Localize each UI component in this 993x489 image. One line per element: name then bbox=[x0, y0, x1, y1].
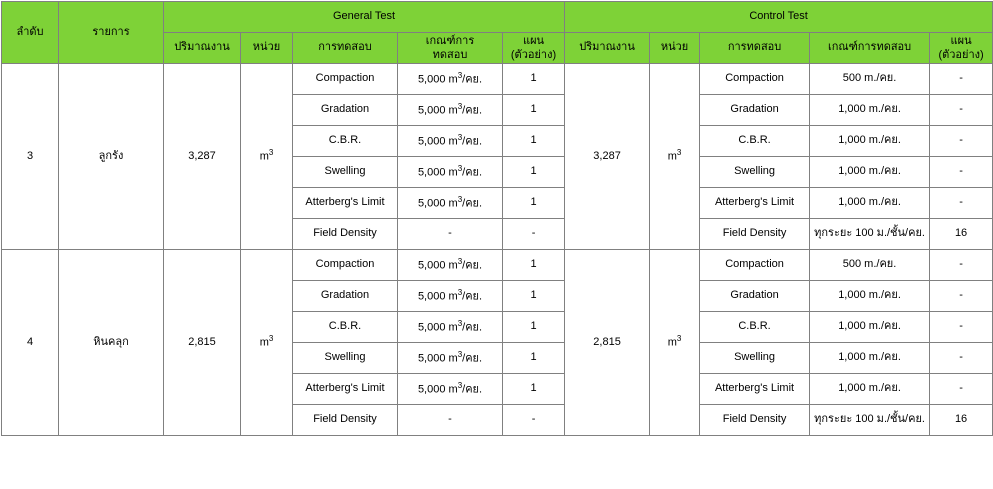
cell-test-general: Atterberg's Limit bbox=[293, 374, 398, 405]
column-header-item: รายการ bbox=[59, 2, 164, 64]
cell-plan-control: - bbox=[930, 157, 993, 188]
cell-criteria-general: - bbox=[398, 405, 503, 436]
cell-criteria-control: 1,000 m./คย. bbox=[810, 157, 930, 188]
cell-criteria-control: 500 m./คย. bbox=[810, 64, 930, 95]
cell-criteria-general: 5,000 $m^3/$คย. bbox=[398, 126, 503, 157]
cell-no: 3 bbox=[2, 64, 59, 250]
cell-plan-control: - bbox=[930, 312, 993, 343]
cell-test-general: Field Density bbox=[293, 219, 398, 250]
cell-plan-general: 1 bbox=[503, 312, 565, 343]
cell-criteria-control: 1,000 m./คย. bbox=[810, 126, 930, 157]
cell-criteria-general: 5,000 $m^3/$คย. bbox=[398, 64, 503, 95]
cell-test-control: Field Density bbox=[700, 219, 810, 250]
cell-unit-general: $m^3$ bbox=[241, 64, 293, 250]
table-group-header-row bbox=[2, 2, 993, 33]
cell-quantity-control: 2,815 bbox=[565, 250, 650, 436]
cell-plan-general: 1 bbox=[503, 281, 565, 312]
cell-test-control: Compaction bbox=[700, 250, 810, 281]
cell-criteria-general: 5,000 $m^3/$คย. bbox=[398, 374, 503, 405]
cell-criteria-control: 1,000 m./คย. bbox=[810, 95, 930, 126]
cell-criteria-control: 500 m./คย. bbox=[810, 250, 930, 281]
cell-test-general: C.B.R. bbox=[293, 126, 398, 157]
cell-unit-general: $m^3$ bbox=[241, 250, 293, 436]
cell-plan-general: 1 bbox=[503, 95, 565, 126]
cell-plan-general: 1 bbox=[503, 188, 565, 219]
plan-control-line2: (ตัวอย่าง) bbox=[938, 49, 984, 61]
plan-general-line1: แผน bbox=[522, 34, 545, 47]
cell-plan-control: - bbox=[930, 250, 993, 281]
column-header-test-general: การทดสอบ bbox=[293, 33, 398, 64]
criteria-general-line2: ทดสอบ bbox=[432, 49, 468, 61]
column-header-test-control: การทดสอบ bbox=[700, 33, 810, 64]
cell-plan-control: 16 bbox=[930, 405, 993, 436]
cell-criteria-control: 1,000 m./คย. bbox=[810, 312, 930, 343]
column-header-quantity-control: ปริมาณงาน bbox=[565, 33, 650, 64]
table-header bbox=[2, 2, 993, 64]
cell-unit-control: $m^3$ bbox=[650, 250, 700, 436]
column-header-unit-control: หน่วย bbox=[650, 33, 700, 64]
cell-test-control: Compaction bbox=[700, 64, 810, 95]
table-row bbox=[2, 250, 993, 281]
cell-test-control: Swelling bbox=[700, 343, 810, 374]
cell-plan-control: - bbox=[930, 374, 993, 405]
cell-test-control: C.B.R. bbox=[700, 126, 810, 157]
plan-control-line1: แผน bbox=[950, 34, 972, 47]
cell-item-name: หินคลุก bbox=[59, 250, 164, 436]
cell-test-general: Atterberg's Limit bbox=[293, 188, 398, 219]
column-header-plan-general bbox=[503, 33, 565, 64]
cell-criteria-general: 5,000 $m^3/$คย. bbox=[398, 343, 503, 374]
cell-criteria-general: 5,000 $m^3/$คย. bbox=[398, 281, 503, 312]
cell-plan-general: 1 bbox=[503, 250, 565, 281]
cell-test-control: Field Density bbox=[700, 405, 810, 436]
cell-test-general: Field Density bbox=[293, 405, 398, 436]
cell-quantity-control: 3,287 bbox=[565, 64, 650, 250]
cell-test-control: Atterberg's Limit bbox=[700, 374, 810, 405]
cell-quantity-general: 2,815 bbox=[164, 250, 241, 436]
cell-criteria-control: 1,000 m./คย. bbox=[810, 188, 930, 219]
cell-criteria-general: 5,000 $m^3/$คย. bbox=[398, 188, 503, 219]
cell-plan-control: - bbox=[930, 64, 993, 95]
cell-plan-general: 1 bbox=[503, 374, 565, 405]
column-header-criteria-general bbox=[398, 33, 503, 64]
cell-criteria-general: - bbox=[398, 219, 503, 250]
cell-plan-control: - bbox=[930, 281, 993, 312]
cell-plan-control: - bbox=[930, 188, 993, 219]
cell-plan-control: 16 bbox=[930, 219, 993, 250]
cell-criteria-general: 5,000 $m^3/$คย. bbox=[398, 312, 503, 343]
cell-plan-general: - bbox=[503, 219, 565, 250]
cell-criteria-general: 5,000 $m^3/$คย. bbox=[398, 250, 503, 281]
cell-test-general: C.B.R. bbox=[293, 312, 398, 343]
column-header-plan-control bbox=[930, 33, 993, 64]
cell-criteria-control: ทุกระยะ 100 ม./ชั้น/คย. bbox=[810, 219, 930, 250]
cell-test-control: Gradation bbox=[700, 281, 810, 312]
cell-test-general: Compaction bbox=[293, 64, 398, 95]
cell-test-control: C.B.R. bbox=[700, 312, 810, 343]
cell-test-control: Gradation bbox=[700, 95, 810, 126]
cell-test-general: Compaction bbox=[293, 250, 398, 281]
cell-test-general: Swelling bbox=[293, 343, 398, 374]
column-header-criteria-control: เกณฑ์การทดสอบ bbox=[810, 33, 930, 64]
cell-criteria-control: 1,000 m./คย. bbox=[810, 281, 930, 312]
cell-criteria-general: 5,000 $m^3/$คย. bbox=[398, 95, 503, 126]
cell-criteria-general: 5,000 $m^3/$คย. bbox=[398, 157, 503, 188]
cell-test-control: Swelling bbox=[700, 157, 810, 188]
cell-plan-general: - bbox=[503, 405, 565, 436]
plan-general-line2: (ตัวอย่าง) bbox=[510, 49, 557, 61]
cell-no: 4 bbox=[2, 250, 59, 436]
cell-plan-general: 1 bbox=[503, 343, 565, 374]
cell-quantity-general: 3,287 bbox=[164, 64, 241, 250]
cell-plan-control: - bbox=[930, 95, 993, 126]
cell-item-name: ลูกรัง bbox=[59, 64, 164, 250]
group-header-general-test: General Test bbox=[164, 2, 565, 33]
table-body bbox=[2, 64, 993, 436]
cell-criteria-control: 1,000 m./คย. bbox=[810, 343, 930, 374]
cell-criteria-control: 1,000 m./คย. bbox=[810, 374, 930, 405]
cell-plan-control: - bbox=[930, 343, 993, 374]
table-row bbox=[2, 64, 993, 95]
cell-test-general: Gradation bbox=[293, 281, 398, 312]
column-header-quantity-general: ปริมาณงาน bbox=[164, 33, 241, 64]
cell-plan-general: 1 bbox=[503, 126, 565, 157]
group-header-control-test: Control Test bbox=[565, 2, 993, 33]
column-header-unit-general: หน่วย bbox=[241, 33, 293, 64]
cell-test-control: Atterberg's Limit bbox=[700, 188, 810, 219]
cell-plan-general: 1 bbox=[503, 64, 565, 95]
cell-test-general: Swelling bbox=[293, 157, 398, 188]
criteria-general-line1: เกณฑ์การ bbox=[425, 34, 475, 47]
cell-unit-control: $m^3$ bbox=[650, 64, 700, 250]
cell-plan-general: 1 bbox=[503, 157, 565, 188]
cell-test-general: Gradation bbox=[293, 95, 398, 126]
test-plan-table bbox=[1, 1, 993, 436]
cell-criteria-control: ทุกระยะ 100 ม./ชั้น/คย. bbox=[810, 405, 930, 436]
cell-plan-control: - bbox=[930, 126, 993, 157]
column-header-no: ลำดับ bbox=[2, 2, 59, 64]
